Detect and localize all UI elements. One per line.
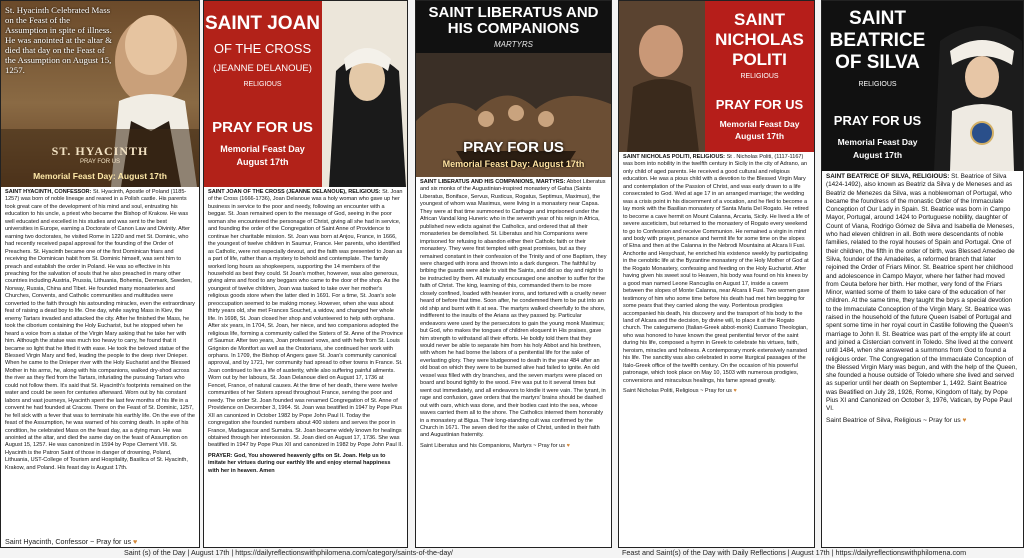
card-st-beatrice-of-silva: [821, 0, 1024, 548]
pray-text: Saint Hyacinth, Confessor ~ Pray for us: [5, 537, 132, 546]
header-image-st-beatrice: [822, 1, 1023, 171]
header-image-st-hyacinth: [1, 1, 199, 187]
header-title-3: OF SILVA: [835, 52, 920, 73]
header-title-2: BEATRICE: [829, 30, 926, 51]
header-title-2: HIS COMPANIONS: [447, 20, 580, 37]
card-st-nicholas-politi: [618, 0, 815, 548]
article-body: [1, 187, 199, 477]
praying-hands-icon: ♥: [566, 442, 570, 449]
header-feast-1: Memorial Feast Day: [837, 137, 918, 147]
header-feast-2: August 17th: [852, 150, 903, 160]
header-feast-1: Memorial Feast Day: [220, 144, 305, 154]
header-image-st-joan: [204, 1, 407, 187]
header-title-3: POLITI: [732, 50, 787, 69]
header-title-1: SAINT: [849, 8, 906, 29]
article-text: St. Hyacinth, Apostle of Poland (1185-1257) was born of noble lineage and reared in a Polish castle. His parents took great care of the development of his mind and soul, entrusting his education to his uncle, a priest who became the Bishop of Krakow. He was well educated and excelled in his studies and was sent to the best universities in Europe, earning a Doctorate of Canon Law and Divinity. After earning two doctorates, he visited Rome in 1220 and met St. Dominic, who had recently received papal approval for the founding of the Order of Preachers. St. Hyacinth became one of the first Dominican friars and receiving the Dominican habit from St. Dominic himself, was sent him to preach and establish the order in Poland. He was so effective in his preaching for the salvation of souls that he also preached in many other countries including Austria, Prussia, Lithuania, Bohemia, Denmark, Sweden, Norway, Russia, China and Tibet. He founded many monasteries and Churches, Convents, and Catholic communities and multitudes were converted to the faith through his astounding miracles, even the extraordinary feat of raising a dead boy to life. One day, while saying Mass in Kiev, the enemy Tartars invaded and attacked the city. After he finished the Mass, he took the ciborium containing the Holy Eucharist, but he stopped when he heard a voice from a statue of the Virgin Mary asking that he take her with him. Although the statue was much too heavy to carry, he found that it became so light that he lifted it with ease. He took the beloved statue of the Blessed Virgin Mary and fled, leading the people to the deep river Dnieper. When he came to the Dnieper river with the Holy Eucharist and the Blessed Mother in his arms, he, along with his companions, walked dry-shod across the river as they fled from the Tartars, infuriating the pursuing Tartars who could not follow them. It's said that St. Hyacinth's footprints remained on the water and could be seen for centuries afterward. Worn out by his constant labors and vast journeys, Hyacinth spent the last few months of his life in a convent he had founded at Cracow. There on the Feast of St. Dominic, 1257, he fell sick with a fever that was to terminate his earthly life. On the eve of the feast of the Assumption, he was warned of his coming death. In spite of his condition, he celebrated Mass on the feast day, as a dying man. He was anointed at the altar, and died the same day on the feast of Assumption on August 15, 1257. He was canonized in 1594 by Pope Clement VIII. St. Hyacinth is the Patron Saint of those in danger of drowning, Poland, Lithuania, UST-College of Tourism and Hospitality, Basilica of St. Hyacinth, Krakow, and Poland. His feast day is August 17th.: [5, 189, 195, 471]
footer-right: Feast and Saint(s) of the Day with Daily Reflections | August 17th | https://dailyreflectionswithphilomena.com: [622, 548, 967, 557]
article-lead: SAINT HYACINTH, CONFESSOR:: [5, 189, 92, 195]
article-text: St. Beatrice of Silva (1424-1492), also known as Beatriz da Silva y de Meneses and as Beatriz de Menezes da Silva, was a noblewoman of Portugal, who became the foundress of the monastic Order of the Immaculate Conception of Our Lady in Spain. St. Beatrice was born in Campo Mayor, Portugal, around 1424 to Portuguese nobility, daughter of Count of Viana, Rodrigo Gómez de Silva and Isabella de Meneses, who had eleven children in all. Both were descendants of noble families, related to the royal houses of Spain and Portugal. One of their children, the fifth in the order of birth, was Blessed Amedeo de Silva, founder of the Amadeites, a reformed branch that later rejoined the Order of Friars Minor. St. Beatrice spent her childhood and adolescence in Campo Mayor, where her father had moved from Ceuta before her birth. Her mother, very fond of the Friars Minor, wanted some of them to take care of the education of her children. At the same time, they taught the boys a special devotion to the Immaculate Conception of the Virgin Mary. St. Beatrice was raised in the household of the future Queen Isabel of Portugal and spent some time in her royal court in Castille following the Queen's marriage to John II. St. Beatrice was part of the empty life at court and joined a Cistercian convent in Toledo. She lived at the convent until 1484, when she answered a summons from God to found a religious order. The Congregation of the Immaculate Conception of the Blessed Virgin Mary was begun, and with the help of the Queen, she founded a house outside of Toledo where she lived and served as superior until her death on September 1, 1492. Saint Beatrice was Beatified on July 28, 1926, Rome, Kingdom of Italy, by Pope Pius XI and Canonized on October 3, 1976, Vatican, by Pope Paul VI.: [826, 173, 1018, 413]
pray-text: Saint Liberatus and his Companions, Martyrs ~ Pray for us: [420, 442, 566, 449]
header-title-1: SAINT JOAN: [204, 13, 321, 34]
article-body: [204, 187, 407, 480]
header-pray: PRAY FOR US: [463, 139, 564, 156]
header-title-1: SAINT LIBERATUS AND: [428, 4, 599, 21]
header-image-st-liberatus: [416, 1, 611, 177]
article-text: St . Nicholas Politi, (1117-1167) was born into nobility in the twelfth century in Sicily in the city of Adrano, an only child of aged parents. He received a good cultural and religious education. He was a pious child with a devotion to the Blessed Virgin Mary and contemplation of the Passion of Christ, and was early drawn to a life consecrated to God. Wed at age 17 in an arranged marriage; the wedding was a crisis point in his discernment of a vocation, and he fled to become a lay monk with the Basilian monastery of Santa Maria Del Rogato. He retired to become a cave hermit on Mount Calanna, Arcaria, Sicily. He lived a life of severe asceticism, but returned to the monastery of Rogato every weekend to go to Confession and receive Communion. He remained a virgin in mind and body with prayer, penance and hermit life for some time on the slopes of Etna and then at the Calanna in the Nebrodi Mountains at Alcara li Fusi. Anchorite and Hesychast, he enriched his existence weekly by participating in the cenobitic life at the Byzantine monastery of the Holy Mother of God at the Rogato Monastery, confessing and feeding on the Holy Eucharist. After having given his sweet soul to Heaven, his body was found on his knees by a good man named Leone Rancuglia on August 17, inside a cavern between the slopes of Monte Calanna, near Alcara li Fusi. Two women gave testimony of him who some time before his death had met him begging for some pears that they carried along the way. Portentous prodigies accompanied his death, his discovery and the transport of his body to the land of Alcara and the decision, by divine will, to place it at the Rogato church. The categumeno (Italian-Greek abbot-monk) Cusmano Theologian, who was honored to have known the great penitential fervor of the saint during his life, composed a hymn in Greek to celebrate his virtues, faith, heroism, miracles and holiness. A contemporary monk extensively narrated his life. The sanctity was also celebrated in some liturgical passages of the Italo-Greek office of the twelfth century. On the occasion of his powerful patronage, which took place on May 10, 1503 with numerous prodigies, conversions and miraculous healings, his fame spread greatly.: [623, 154, 810, 384]
card-st-liberatus: [415, 0, 612, 548]
header-pray: PRAY FOR US: [715, 97, 804, 112]
header-feast: Memorial Feast Day: August 17th: [33, 171, 167, 181]
header-title-3: (JEANNE DELANOUE): [213, 63, 312, 74]
prayer-text: PRAYER: God, You showered heavenly gifts on St. Joan. Help us to imitate her virtues during our earthly life and enjoy eternal happiness with her in heaven. Amen: [208, 452, 391, 474]
article-lead: SAINT LIBERATUS AND HIS COMPANIONS, MARTYRS:: [420, 179, 566, 185]
header-title-3: MARTYRS: [494, 40, 533, 49]
card-st-joan-of-the-cross: [203, 0, 408, 548]
header-pray: PRAY FOR US: [212, 119, 313, 136]
header-title-4: RELIGIOUS: [740, 73, 779, 80]
header-title-2: NICHOLAS: [715, 30, 804, 49]
article-body: [416, 177, 611, 455]
header-title-1: SAINT: [734, 10, 785, 29]
card-st-hyacinth: [0, 0, 200, 548]
praying-hands-icon: ♥: [733, 388, 737, 395]
header-overlay-text: St. Hyacinth Celebrated Mass on the Feast of the Assumption in spite of illness. He was anointed at the altar & died that day on the Feast of the Assumption on August 15, 1257.: [5, 5, 112, 75]
article-lead: SAINT BEATRICE OF SILVA, RELIGIOUS:: [826, 173, 950, 180]
pray-text: Saint Beatrice of Silva, Religious ~ Pray for us: [826, 416, 961, 424]
header-pray: PRAY FOR US: [833, 113, 922, 128]
footer-left: Saint (s) of the Day | August 17th | https://dailyreflectionswithphilomena.com/category/saints-of-the-day/: [124, 548, 453, 557]
header-image-st-nicholas: [619, 1, 814, 152]
header-feast-1: Memorial Feast Day: [719, 119, 800, 129]
article-lead: SAINT JOAN OF THE CROSS (JEANNE DELANOUE), RELIGIOUS:: [208, 189, 381, 195]
header-feast-2: August 17th: [236, 157, 289, 167]
article-body: [822, 171, 1023, 430]
header-feast: Memorial Feast Day: August 17th: [442, 159, 585, 169]
pray-line: [5, 537, 137, 547]
header-name: ST. HYACINTH: [51, 144, 149, 158]
article-text: St. Joan of the Cross (1666-1736), Joan Delanoue was a holy woman who gave up her business in service to the poor and needy, following an encounter with a beggar. St. Joan remained open to the message of God, seeing in the poor woman she encountered the personage of Christ, giving all she had in service, and founding the order of the Congregation of Saint Anne of Providence to continue her charitable mission. St. Joan was born at Anjou, France, in 1666, the youngest of twelve children in Saumur, France. Her parents, who identified as Catholic, were not especially devout, and the faith was presented to Joan as a part of life, rather than a mystery to behold and contemplate. The family worked long hours as shopkeepers, supporting the 14 members of the household as best they could. St Joan's mother, however, was also generous, giving alms and food to any beggars who came to the door of the shop. As the youngest of twelve children, Joan was tasked to take over her mother's religious goods store when the latter died in 1691. For a time, St. Joan's sole preoccupation seemed to be making money. However, when she was about thirty years old, she met Frances Souchet, a widow, and changed her whole life. In 1698, St. Joan closed her shop and volunteered to help with orphans. After six years, in 1704, St. Joan, her niece, and two companions adopted the religious life, forming a community called the Sisters of St. Anne of the Province of Saumur. After two years, Joan professed vows, and with help from St. Louis Grignion de Montfort as well as the Oratorians, she continued her work with orphans. In 1709, the Bishop of Angers gave St. Joan's community canonical approval, and by 1721, her community had spread to other towns in France. St. Joan continued to live a life of austerity, while also suffering painful ailments. Worn out by her labours, St. Joan Delanoue died on August 17, 1736 at Fencet, France, of natural causes. At the time of her death, there were twelve communities of her Sisters spread throughout France, serving the poor and needy. The order St. Joan founded was renamed Congregation of St. Anne of Providence on December 3, 1964. St. Joan was beatified in 1947 by Pope Pius XII an canonized in October 1982 by Pope John Paul II. Today the congregation she founded numbers about 400 sisters and serves the poor in France, Madagascar and Sumatra. St. Joan became widely known for healings obtained through her intercession. St. Joan died on August 17, 1736. She was beatified in 1947 by Pope Pius XII and canonized in 1982 by Pope John Paul II.: [208, 189, 403, 449]
article-text: Abbot Liberatus and six monks of the Augustinian-inspired monastery of Gafsa (Saints Liberatus, Boniface, Servus, Rusticus, Rogatus, Septimus, Maximus), the youngest of whom was Maximus, were living in a monastery near Capsa. They were at that time summoned to Carthage and imprisoned under the African Vandal king Huneric who in the seventh year of his reign in Africa, published new edicts against the Catholics, and ordered that all their monasteries be demolished. St. Liberatus and his Companions were imprisoned for refusing to abandon either their Catholic faith or their monastery. They were first tempted with great promises, but as they remained constant in their confession of the Trinity and of one Baptism, they were charged with irons and thrown into a dark dungeon. The faithful by bribing the guards were able to visit the Saints, and did so day and night to be instructed by them. All mutually encouraged one another to suffer for the faith of Christ. The king, learning of this, commanded them to be more closely confined, loaded with heavier irons, and tortured with a cruelty never heard of before that time. Soon after, he condemned them to be put into an old ship and burnt with it at sea. The martyrs walked cheerfully to the shore, indifferent to the insults of the Arians as they passed by. Particular endeavors were used by the persecutors to gain the young monk Maximus; but God, who makes the tongues of children eloquent in His praises, gave him strength to withstand all their efforts. He boldly told them that they would never be able to separate him from his holy Abbot and his brethren, with whom he had borne the labors of a penitential life for the sake of everlasting glory. They were bludgeoned to death in the year 484 after an old boat on which they were to be burned alive had failed to ignite. An old vessel was filled with dry branches, and the seven martyrs were placed on board and bound tightly to the wood. Fire was put to it several times but went out immediately, and all endeavors to kindle it were vain. The tyrant, in rage and confusion, gave orders that the martyrs' brains should be dashed out with oars, which was done, and their bodies cast into the sea, whose waves carried them all to the shore. The Catholics interred them honorably in a monastery at Bigua. Their long-standing cult was confirmed by the Church in 1671. The seven died for the sake of Christ, united in their faith and Augustinian fraternity.: [420, 179, 607, 439]
article-body: [619, 152, 814, 400]
article-lead: SAINT NICHOLAS POLITI, RELIGIOUS:: [623, 154, 726, 160]
praying-hands-icon: ♥: [962, 416, 967, 424]
header-pray: PRAY FOR US: [79, 159, 121, 165]
header-title-4: RELIGIOUS: [243, 81, 282, 88]
header-title-4: RELIGIOUS: [858, 81, 897, 88]
header-title-2: OF THE CROSS: [213, 41, 312, 56]
pray-text: Saint Nicholas Politi, Religious ~ Pray for us: [623, 388, 732, 395]
praying-hands-icon: ♥: [133, 537, 138, 546]
header-feast-2: August 17th: [734, 131, 785, 141]
